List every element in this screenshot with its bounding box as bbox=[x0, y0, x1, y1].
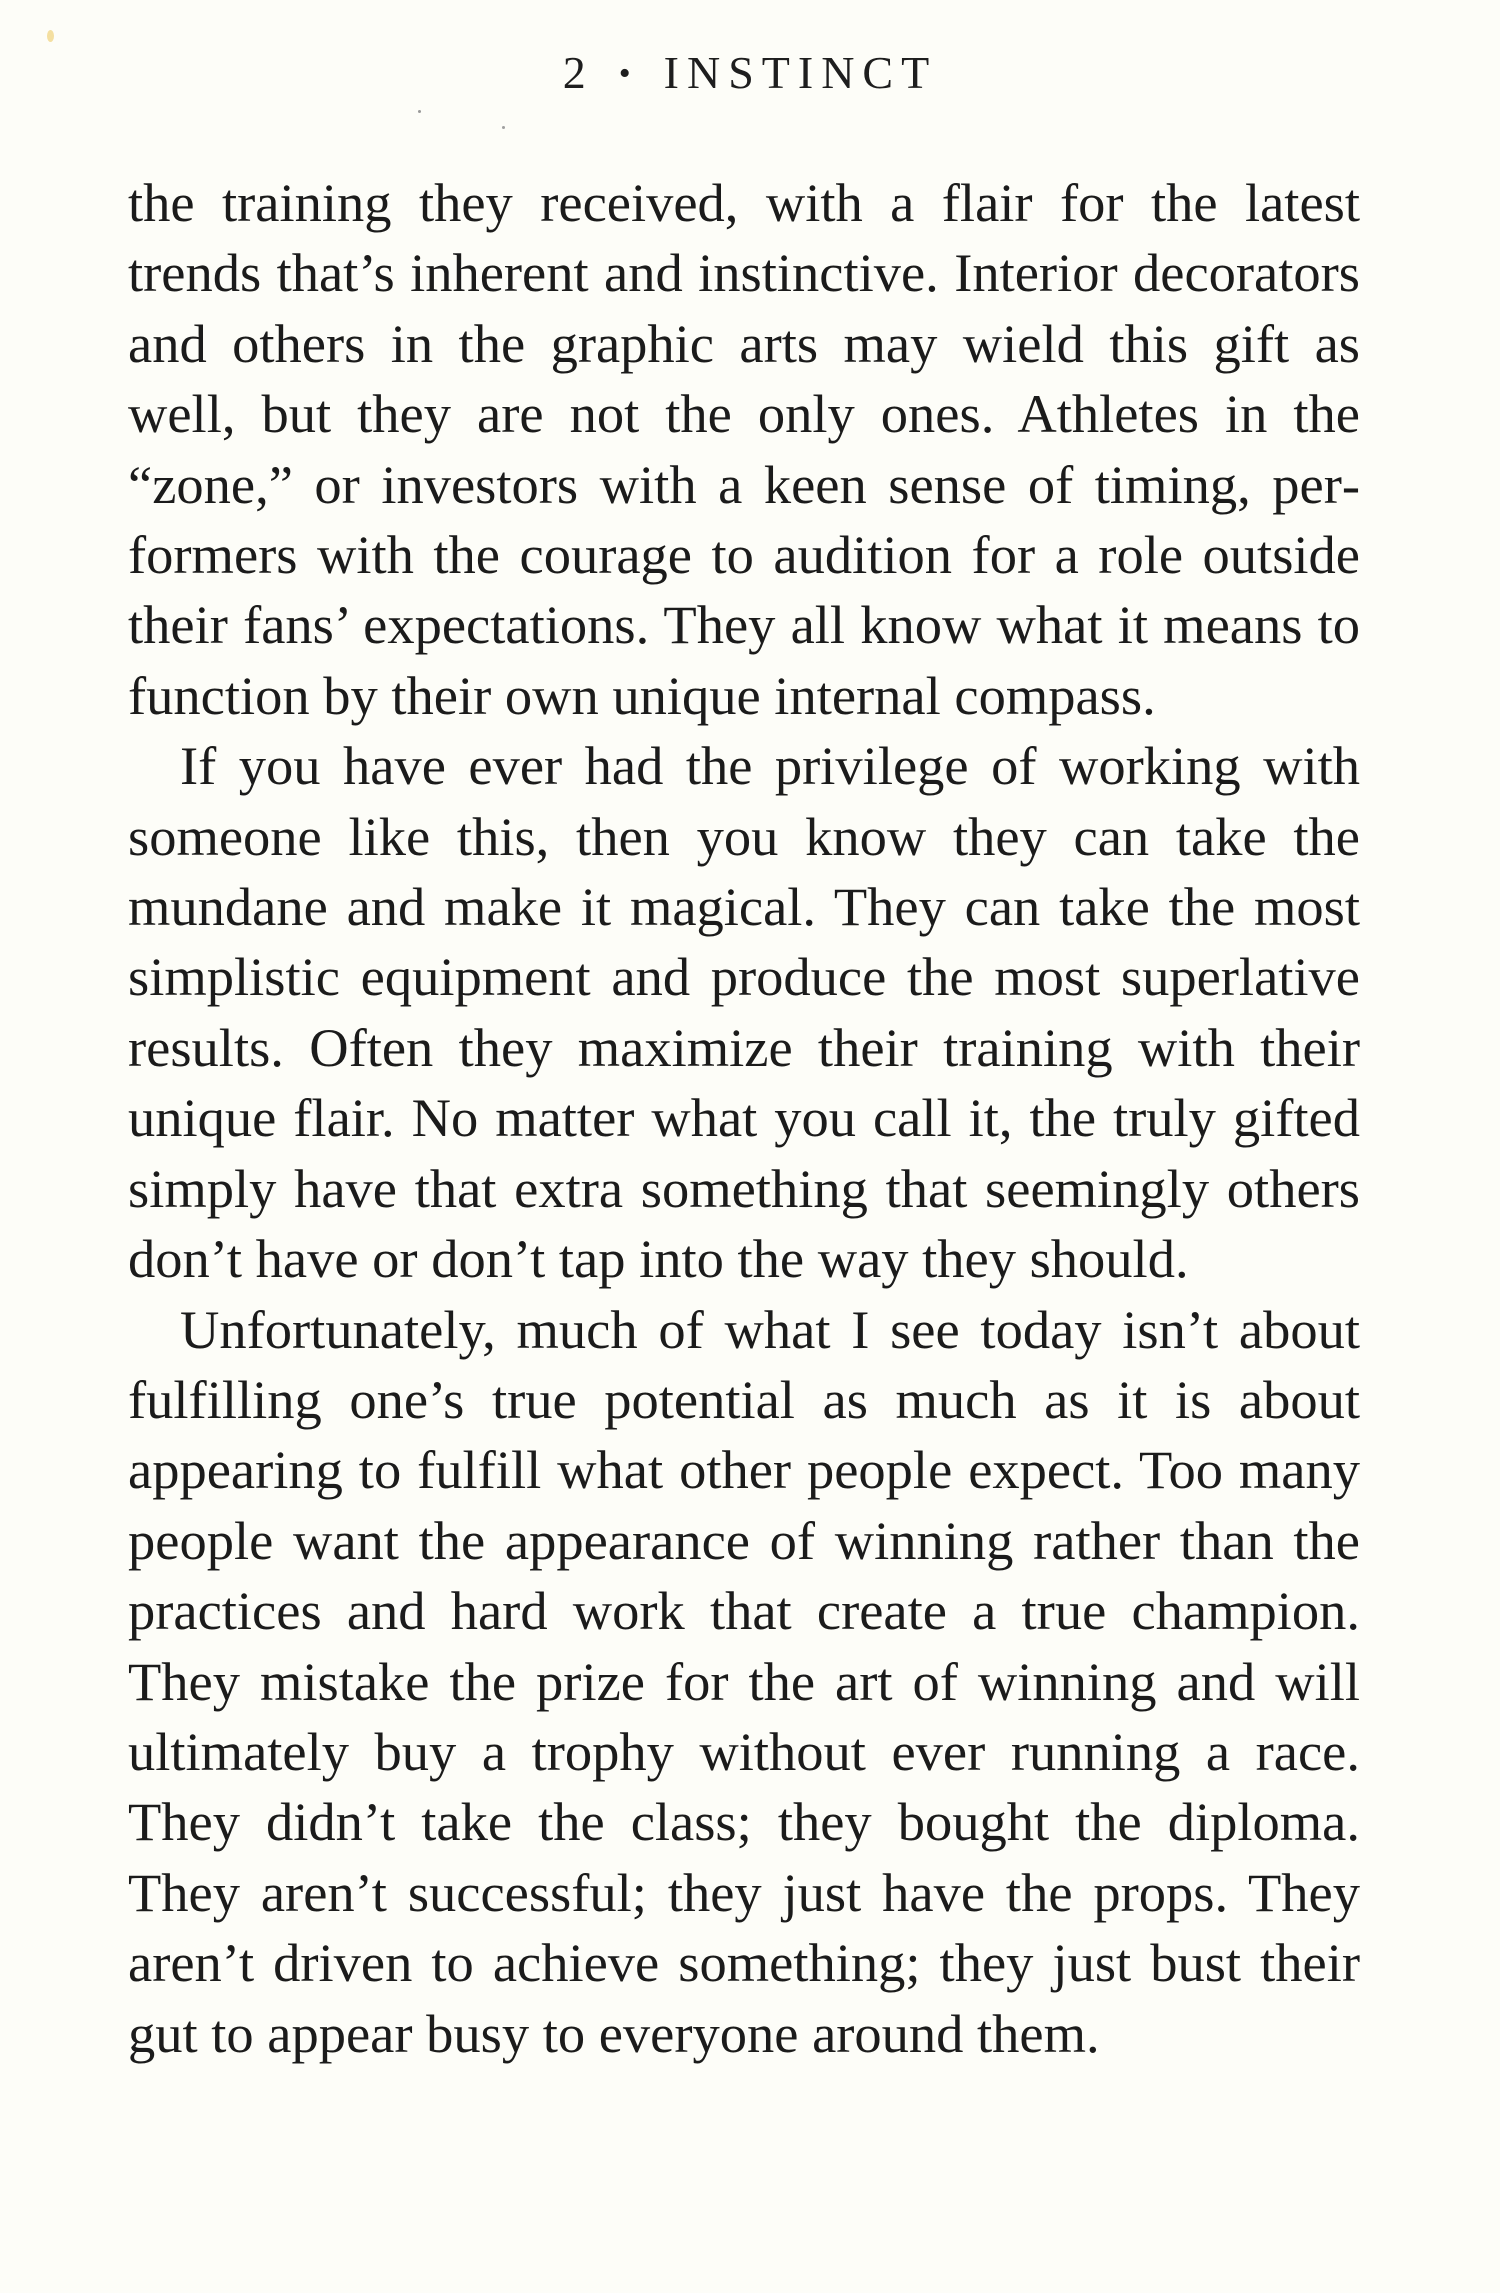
body-text bbox=[128, 168, 1360, 2069]
running-head bbox=[0, 38, 1500, 109]
paragraph: If you have ever had the privilege of working with someone like this, then you know they can take the mundane and make it magical. They can take the most simplistic equipment and produce the most superlative results. Often they maximize their training with their unique flair. No matter what you call it, the truly gifted simply have that extra something that seemingly others don’t have or don’t tap into the way they should. bbox=[128, 735, 1360, 1290]
paragraph: Unfortunately, much of what I see today isn’t about fulfilling one’s true potential as much as it is about appearing to fulfill what other people expect. Too many people want the appearance of winning rather than the practices and hard work that create a true champion. They mistake the prize for the art of winning and will ultimately buy a trophy without ever running a race. They didn’t take the class; they bought the diploma. They aren’t successful; they just have the props. They aren’t driven to achieve something; they just bust their gut to appear busy to everyone around them. bbox=[128, 1298, 1360, 2064]
page-number: 2 bbox=[562, 47, 593, 98]
book-title: INSTINCT bbox=[663, 47, 938, 98]
running-head-separator: • bbox=[618, 55, 638, 92]
paper-speck bbox=[418, 110, 421, 113]
paper-speck bbox=[502, 126, 505, 129]
paragraph: the training they received, with a flair for the latest trends that’s inherent and instinctive. Interior decorators and others in the graphic arts may wield this gift as well, but they are not the only ones. Athletes in the “zone,” or investors with a keen sense of timing, performers with the courage to audition for a role outside their fans’ expectations. They all know what it means to function by their own unique internal compass. bbox=[128, 172, 1360, 726]
